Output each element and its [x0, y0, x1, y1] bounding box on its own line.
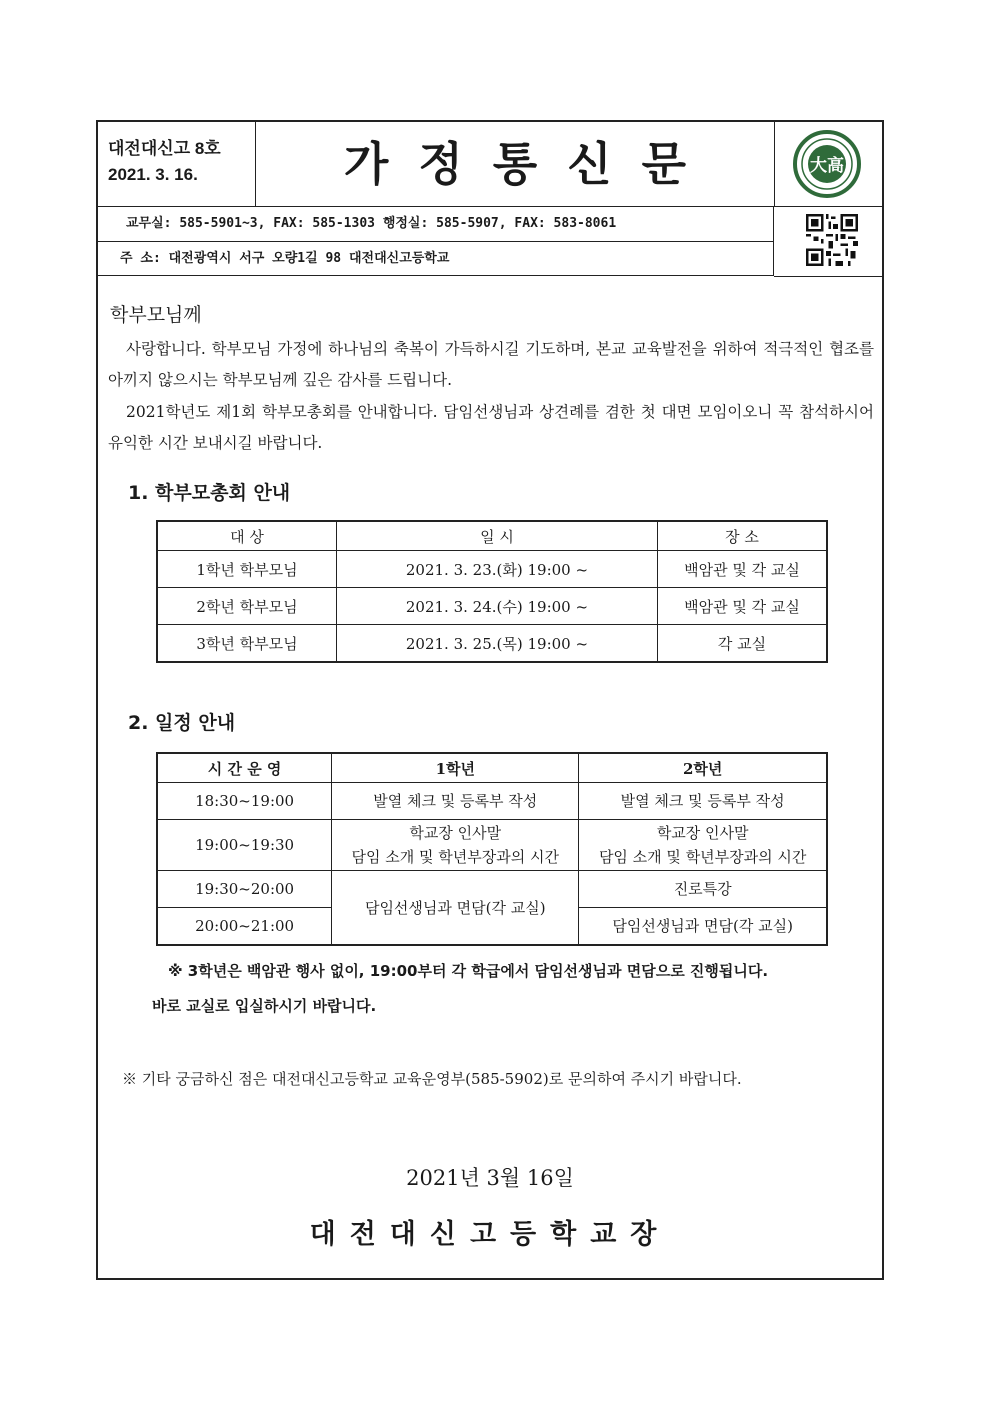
logo-text: 大高 — [810, 156, 844, 176]
section-2-heading: 2. 일정 안내 — [128, 712, 236, 734]
table-row — [157, 820, 827, 871]
header-grade1: 1학년 — [332, 753, 579, 783]
cell-grade1-merged: 담임선생님과 면담(각 교실) — [332, 871, 579, 946]
cell-place: 백암관 및 각 교실 — [658, 588, 828, 625]
cell-target: 1학년 학부모님 — [157, 551, 336, 588]
table-row — [157, 871, 827, 908]
cell-line: 학교장 인사말 — [409, 824, 502, 842]
cell-place: 백암관 및 각 교실 — [658, 551, 828, 588]
cell-datetime: 2021. 3. 25.(목) 19:00 ~ — [336, 625, 657, 663]
cell-time: 19:00~19:30 — [157, 820, 332, 871]
table-row — [157, 551, 827, 588]
cell-time: 18:30~19:00 — [157, 783, 332, 820]
address-line: 주 소: 대전광역시 서구 오량1길 98 대전대신고등학교 — [98, 242, 774, 276]
table-header-row — [157, 521, 827, 551]
contact-line: 교무실: 585-5901~3, FAX: 585-1303 행정실: 585-5907, FAX: 583-8061 — [98, 206, 774, 242]
issue-number: 대전대신고 8호 — [108, 139, 221, 158]
cell-line: 담임 소개 및 학년부장과의 시간 — [598, 848, 807, 866]
table-row — [157, 625, 827, 663]
paragraph-1: 사랑합니다. 학부모님 가정에 하나님의 축복이 가득하시길 기도하며, 본교 교육발전을 위하여 적극적인 협조를 아끼지 않으시는 학부모님께 깊은 감사를 드립니다. — [108, 340, 874, 389]
header-divider — [774, 276, 884, 277]
cell-grade2: 진로특강 — [579, 871, 827, 908]
section-1-heading: 1. 학부모총회 안내 — [128, 482, 291, 504]
school-logo — [772, 122, 882, 206]
cell-datetime: 2021. 3. 24.(수) 19:00 ~ — [336, 588, 657, 625]
cell-grade1: 발열 체크 및 등록부 작성 — [332, 783, 579, 820]
greeting: 학부모님께 — [110, 304, 202, 326]
cell-place: 각 교실 — [658, 625, 828, 663]
cell-grade2 — [579, 820, 827, 871]
issue-date-footer: 2021년 3월 16일 — [406, 1166, 574, 1190]
notice-frame — [96, 120, 884, 1280]
cell-target: 2학년 학부모님 — [157, 588, 336, 625]
cell-grade1 — [332, 820, 579, 871]
contact-note: ※ 기타 궁금하신 점은 대전대신고등학교 교육운영부(585-5902)로 문의하여 주시기 바랍니다. — [122, 1070, 742, 1088]
grade3-note: ※ 3학년은 백암관 행사 없이, 19:00부터 각 학급에서 담임선생님과 면담으로 진행됩니다. — [168, 962, 769, 980]
cell-line: 담임 소개 및 학년부장과의 시간 — [351, 848, 559, 866]
header-grade2: 2학년 — [579, 753, 827, 783]
cell-grade2: 발열 체크 및 등록부 작성 — [579, 783, 827, 820]
page-title: 가정통신문 — [256, 122, 775, 206]
header-time: 시 간 운 영 — [157, 753, 332, 783]
qr-code-icon[interactable] — [806, 214, 858, 266]
header-target: 대 상 — [157, 521, 336, 551]
issue-info — [98, 122, 256, 206]
cell-time: 20:00~21:00 — [157, 908, 332, 946]
table-row — [157, 588, 827, 625]
grade3-note-continued: 바로 교실로 입실하시기 바랍니다. — [152, 997, 377, 1015]
paragraph-2: 2021학년도 제1회 학부모총회를 안내합니다. 담임선생님과 상견례를 겸한 첫 대면 모임이오니 꼭 참석하시어 유익한 시간 보내시길 바랍니다. — [108, 403, 874, 452]
table-row — [157, 783, 827, 820]
issue-date: 2021. 3. 16. — [108, 165, 198, 184]
cell-time: 19:30~20:00 — [157, 871, 332, 908]
cell-grade2: 담임선생님과 면담(각 교실) — [579, 908, 827, 946]
meeting-table — [156, 520, 828, 663]
schedule-table — [156, 752, 828, 946]
header-top-row — [98, 122, 882, 207]
header-datetime: 일 시 — [336, 521, 657, 551]
cell-datetime: 2021. 3. 23.(화) 19:00 ~ — [336, 551, 657, 588]
table-header-row — [157, 753, 827, 783]
cell-target: 3학년 학부모님 — [157, 625, 336, 663]
school-emblem-icon — [772, 122, 882, 206]
principal-signature: 대전대신고등학교장 — [309, 1219, 671, 1250]
cell-line: 학교장 인사말 — [656, 824, 749, 842]
header-place: 장 소 — [658, 521, 828, 551]
